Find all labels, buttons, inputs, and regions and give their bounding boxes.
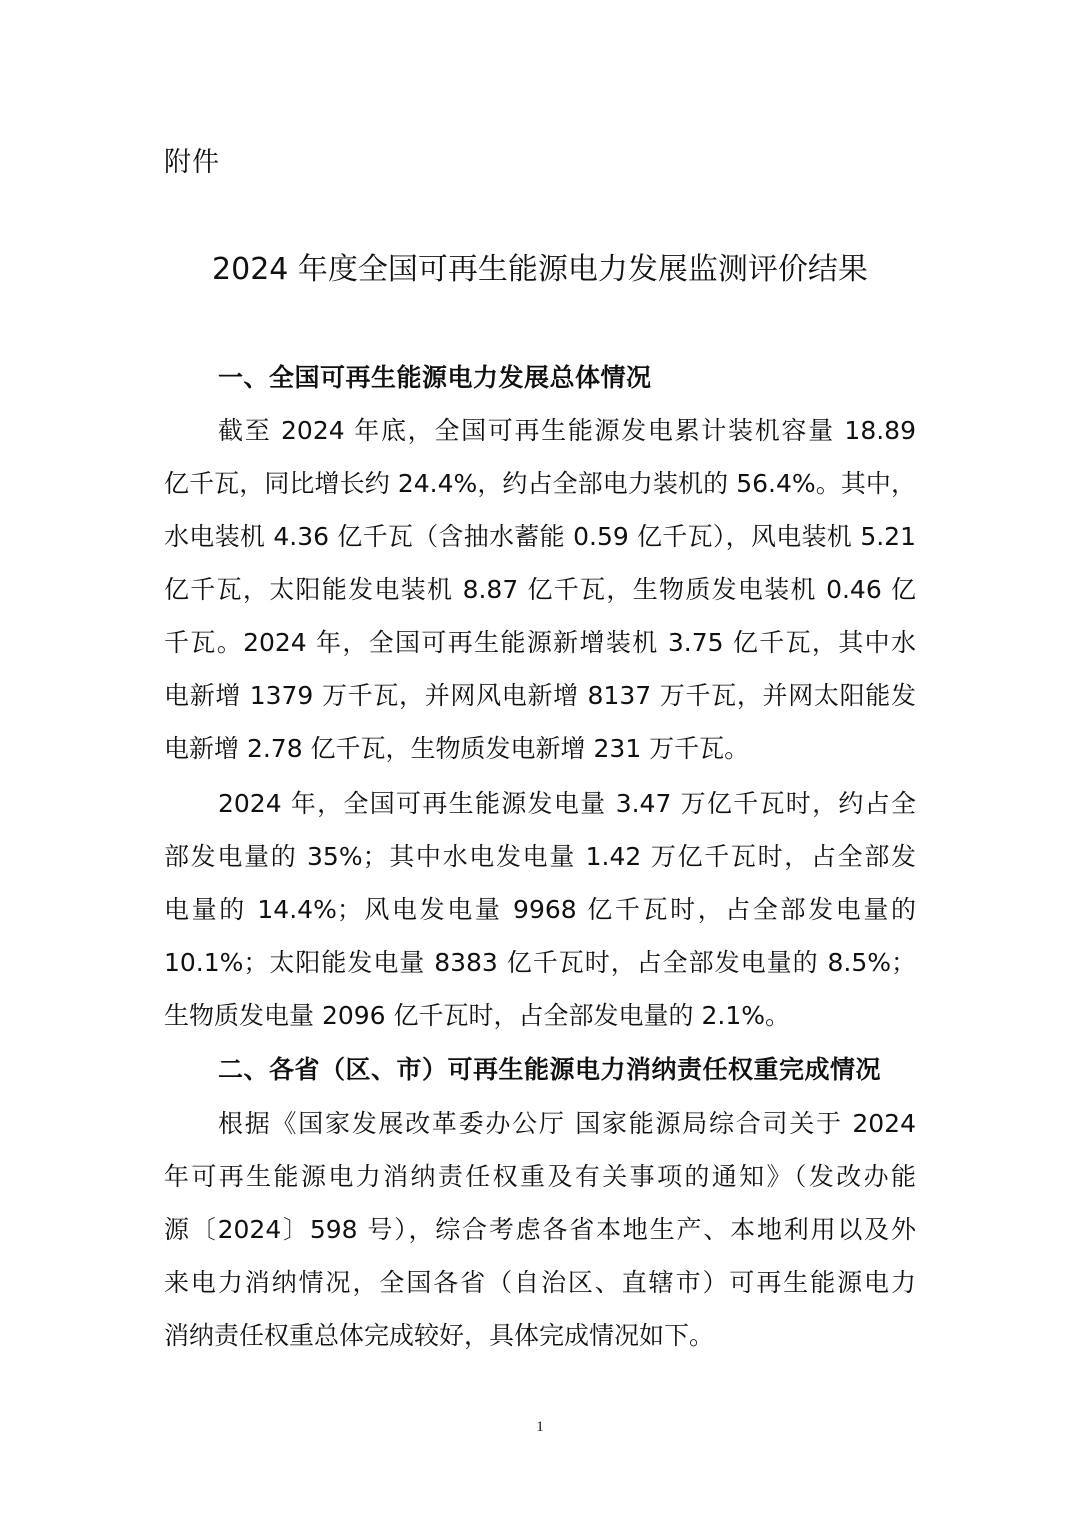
paragraph-line: 2024 年，全国可再生能源发电量 3.47 万亿千瓦时，约占全 [218,789,916,818]
document-title: 2024 年度全国可再生能源电力发展监测评价结果 [212,252,868,287]
section1-heading: 一、全国可再生能源电力发展总体情况 [218,363,652,392]
paragraph-line: 根据《国家发展改革委办公厅 国家能源局综合司关于 2024 [218,1109,916,1138]
paragraph-line: 亿千瓦，同比增长约 24.4%，约占全部电力装机的 56.4%。其中， [164,469,916,498]
section2-heading: 二、各省（区、市）可再生能源电力消纳责任权重完成情况 [218,1055,882,1084]
paragraph-line: 消纳责任权重总体完成较好，具体完成情况如下。 [164,1321,715,1350]
paragraph-line: 亿千瓦，太阳能发电装机 8.87 亿千瓦，生物质发电装机 0.46 亿 [164,575,916,604]
page-number: 1 [536,1419,544,1435]
paragraph-line: 生物质发电量 2096 亿千瓦时，占全部发电量的 2.1%。 [164,1001,790,1030]
paragraph-line: 来电力消纳情况，全国各省（自治区、直辖市）可再生能源电力 [164,1268,916,1297]
paragraph-line: 部发电量的 35%；其中水电发电量 1.42 万亿千瓦时，占全部发 [164,842,916,871]
paragraph-line: 水电装机 4.36 亿千瓦（含抽水蓄能 0.59 亿千瓦），风电装机 5.21 [164,522,916,551]
paragraph-line: 电新增 1379 万千瓦，并网风电新增 8137 万千瓦，并网太阳能发 [164,681,916,710]
attachment-label: 附件 [164,147,220,178]
paragraph-line: 源〔2024〕598 号），综合考虑各省本地生产、本地利用以及外 [164,1215,916,1244]
paragraph-line: 电量的 14.4%；风电发电量 9968 亿千瓦时，占全部发电量的 [164,895,916,924]
paragraph-line: 电新增 2.78 亿千瓦，生物质发电新增 231 万千瓦。 [164,734,750,763]
paragraph-line: 截至 2024 年底，全国可再生能源发电累计装机容量 18.89 [218,416,916,445]
paragraph-line: 10.1%；太阳能发电量 8383 亿千瓦时，占全部发电量的 8.5%； [164,948,916,977]
paragraph-line: 千瓦。2024 年，全国可再生能源新增装机 3.75 亿千瓦，其中水 [164,628,916,657]
paragraph-line: 年可再生能源电力消纳责任权重及有关事项的通知》（发改办能 [164,1162,916,1191]
